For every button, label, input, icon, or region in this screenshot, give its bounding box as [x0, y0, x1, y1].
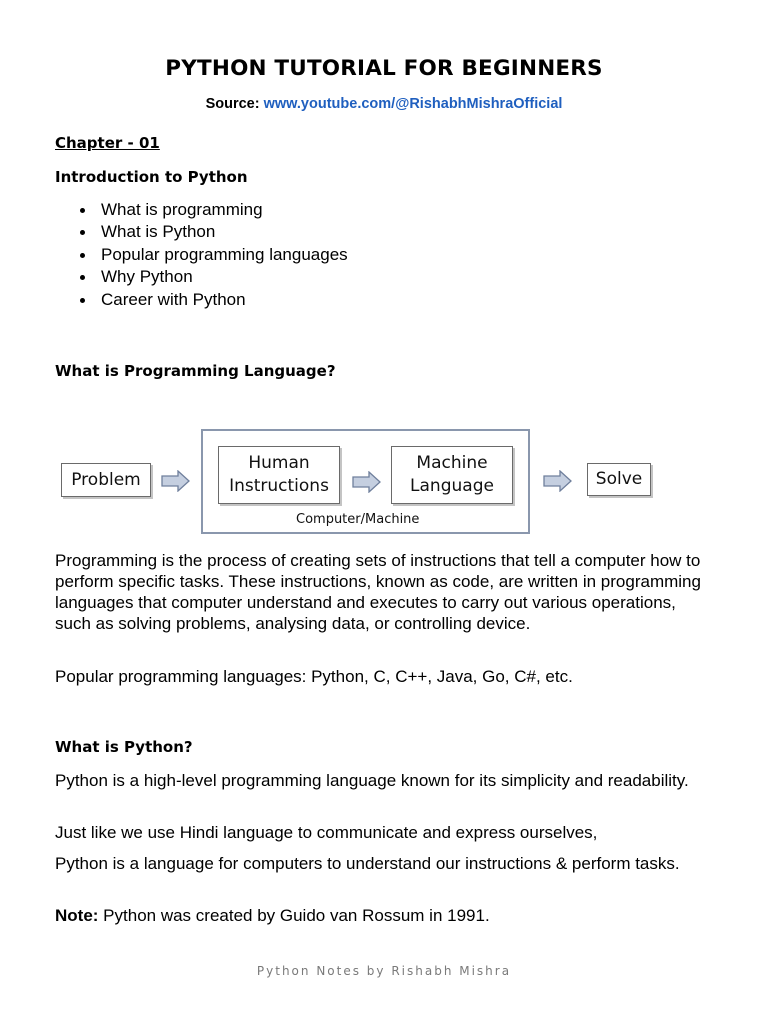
- note-text: Python was created by Guido van Rossum in 1991.: [98, 906, 490, 925]
- arrow-right-icon: [352, 471, 382, 493]
- source-line: [0, 96, 768, 112]
- chapter-heading: Chapter - 01: [55, 134, 160, 152]
- human-line-1: Human: [248, 453, 310, 473]
- human-instructions-box: [218, 446, 340, 504]
- source-label: Source:: [205, 96, 260, 112]
- arrow-right-icon: [161, 470, 191, 492]
- note-label: Note:: [55, 906, 99, 925]
- programming-paragraph: Programming is the process of creating sets of instructions that tell a computer how to perform specific tasks. These instructions, known as code, are written in programming languages that computer understand and executes to carry out various operations, such as solving problems, analysing data, or controlling device.: [55, 551, 701, 633]
- machine-language-box: [391, 446, 513, 504]
- python-heading: What is Python?: [55, 738, 193, 756]
- python-paragraph-2: Just like we use Hindi language to communicate and express ourselves,: [55, 823, 598, 842]
- topics-list: [55, 199, 348, 311]
- list-item: Why Python: [55, 266, 348, 288]
- list-item: What is programming: [55, 199, 348, 221]
- problem-box: Problem: [61, 463, 151, 497]
- source-link[interactable]: www.youtube.com/@RishabhMishraOfficial: [263, 96, 563, 112]
- machine-line-2: Language: [410, 476, 494, 496]
- arrow-right-icon: [543, 470, 573, 492]
- container-label: Computer/Machine: [296, 512, 420, 527]
- list-item: Career with Python: [55, 289, 348, 311]
- page-title: PYTHON TUTORIAL FOR BEGINNERS: [165, 56, 603, 81]
- page-footer: Python Notes by Rishabh Mishra: [256, 964, 512, 978]
- intro-heading: Introduction to Python: [55, 168, 248, 186]
- python-paragraph-1: Python is a high-level programming language known for its simplicity and readability.: [55, 771, 689, 790]
- list-item: Popular programming languages: [55, 244, 348, 266]
- note-paragraph: [55, 905, 715, 926]
- list-item: What is Python: [55, 221, 348, 243]
- solve-box: Solve: [587, 463, 651, 496]
- python-paragraph-3: Python is a language for computers to understand our instructions & perform tasks.: [55, 854, 680, 873]
- programming-heading: What is Programming Language?: [55, 362, 336, 380]
- machine-line-1: Machine: [416, 453, 488, 473]
- popular-languages-paragraph: Popular programming languages: Python, C, C++, Java, Go, C#, etc.: [55, 667, 573, 686]
- programming-flow-diagram: [0, 420, 768, 540]
- human-line-2: Instructions: [229, 476, 329, 496]
